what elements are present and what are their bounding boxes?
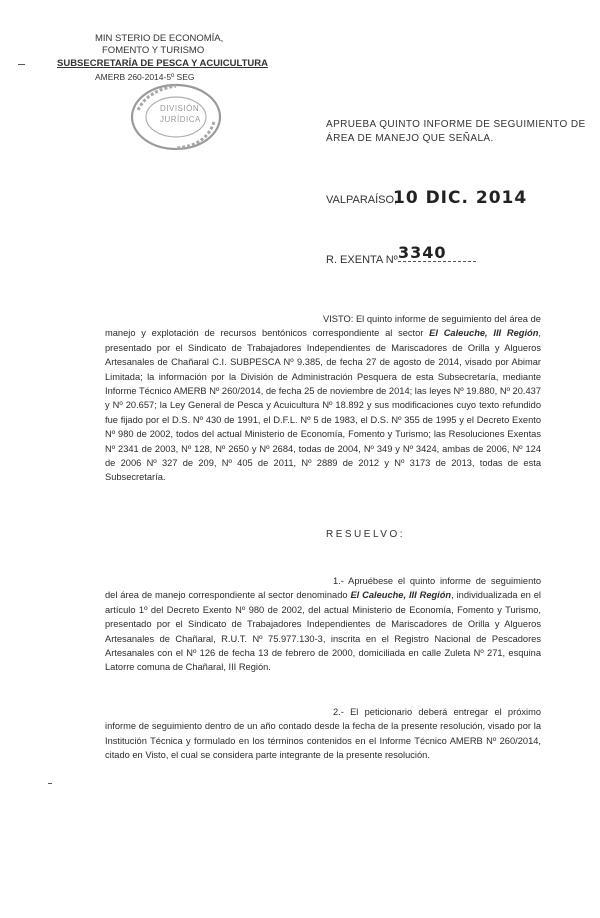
- visto-lead: VISTO: El quinto informe de seguimiento del área: [323, 314, 528, 324]
- point-1-text-2: , individualizada en el artículo 1º del Decreto Exento Nº 980 de 2002, del actual Ministerio de Economía, Fomento y Turismo, presentado por el Sindicato de Trabajadores Independientes de Mariscadores de Orilla y Algueros Artesanales de Chañaral, R.U.T. Nº 75.977.130-3, inscrita en el Registro Nacional de Pescadores Artesanales con el Nº 126 de fecha 13 de febrero de 2000, domiciliada en calle Zuleta Nº 271, esquina Latorre comuna de Chañaral, III Región.: [105, 590, 541, 673]
- point-1-text-1: del área de manejo correspondiente al sector denominado: [105, 590, 351, 601]
- date-place: VALPARAÍSO,: [326, 194, 398, 206]
- visto-text-1: de manejo y explotación de recursos bentónicos correspondiente al sector: [105, 314, 541, 339]
- resuelvo-heading: RESUELVO:: [326, 529, 405, 540]
- ministry-line-2: FOMENTO Y TURISMO: [102, 45, 205, 56]
- seal-text-1: DIVISIÓN: [160, 104, 200, 113]
- subsecretaria-line: SUBSECRETARÍA DE PESCA Y ACUICULTURA: [57, 58, 268, 69]
- margin-mark: [18, 64, 25, 65]
- visto-paragraph: [105, 312, 541, 485]
- visto-sector: El Caleuche, III Región: [429, 328, 539, 339]
- visto-text-2: , presentado por el Sindicato de Trabajadores Independientes de Mariscadores de Orilla y Algueros Artesanales de Chañaral C.I. SUBPESCA Nº 9.385, de fecha 27 de agosto de 2014, visado por Abimar Limitada; la información por la División de Administración Pesquera de esta Subsecretaría, mediante Informe Técnico AMERB Nº 260/2014, de fecha 25 de noviembre de 2014; las leyes Nº 19.880, Nº 20.437 y Nº 20.657; la Ley General de Pesca y Acuicultura Nº 18.892 y sus modificaciones cuyo texto refundido fue fijado por el D.S. Nº 430 de 1991, el D.F.L. Nº 5 de 1983, el D.S. Nº 355 de 1995 y el Decreto Exento Nº 980 de 2002, todos del actual Ministerio de Economía, Fomento y Turismo; las Resoluciones Exentas Nº 2341 de 2003, Nº 128, Nº 2650 y Nº 2684, todas de 2004, Nº 349 y Nº 3424, ambas de 2006, Nº 124 de 2006 Nº 327 de 209, Nº 405 de 2011, Nº 2889 de 2012 y Nº 3173 de 2013, todas de esta Subsecretaría.: [105, 328, 541, 483]
- exenta-underline: [398, 261, 476, 262]
- resolution-point-2: [105, 705, 541, 763]
- seal-text-2: JURÍDICA: [160, 115, 201, 124]
- point-2-lead: 2.- El peticionario deberá entregar el próximo: [333, 707, 541, 717]
- point-2-text: informe de seguimiento dentro de un año contado desde la fecha de la presente resolución, visado por la Institución Técnica y formulado en los términos contenidos en el Informe Técnico AMERB Nº 260/2014, citado en Visto, el cual se considera parte integrante de la presente resolución.: [105, 721, 541, 761]
- point-1-sector: El Caleuche, III Región: [350, 590, 452, 601]
- point-1-lead: 1.- Apruébese el quinto informe de seguimiento: [333, 576, 541, 586]
- ministry-line-1: MIN STERIO DE ECONOMÍA,: [95, 33, 224, 44]
- exenta-label: R. EXENTA Nº: [326, 254, 398, 266]
- resolution-point-1: [105, 574, 541, 675]
- document-title-line-2: ÁREA DE MANEJO QUE SEÑALA.: [326, 133, 494, 144]
- exenta-number: 3340: [398, 243, 447, 262]
- margin-mark-2: [48, 783, 52, 784]
- date-stamp: 10 DIC. 2014: [393, 188, 528, 208]
- reference-code: AMERB 260-2014-5º SEG: [95, 72, 195, 82]
- document-title-line-1: APRUEBA QUINTO INFORME DE SEGUIMIENTO DE: [326, 119, 586, 130]
